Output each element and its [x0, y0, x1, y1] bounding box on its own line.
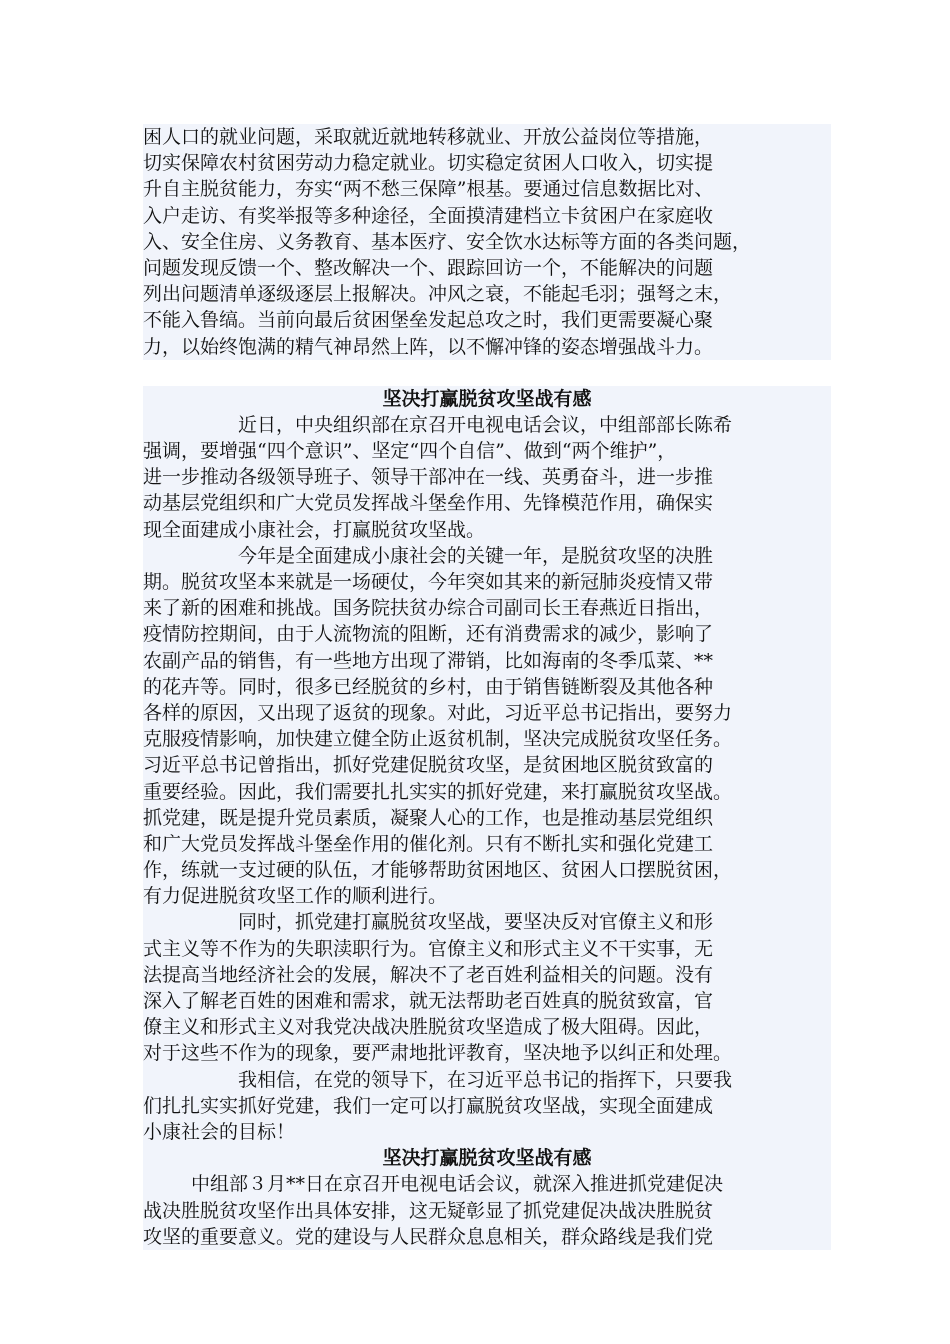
text-line: 进一步推动各级领导班子、领导干部冲在一线、英勇奋斗，进一步推 — [143, 464, 831, 490]
text-line: 僚主义和形式主义对我党决战决胜脱贫攻坚造成了极大阻碍。因此， — [143, 1014, 831, 1040]
text-line: 小康社会的目标！ — [143, 1119, 831, 1145]
text-line: 问题发现反馈一个、整改解决一个、跟踪回访一个，不能解决的问题 — [143, 255, 831, 281]
text-line: 农副产品的销售，有一些地方出现了滞销，比如海南的冬季瓜菜、** — [143, 648, 831, 674]
text-line: 中组部３月**日在京召开电视电话会议，就深入推进抓党建促决 — [143, 1171, 831, 1197]
section-title: 坚决打赢脱贫攻坚战有感 — [143, 386, 831, 412]
text-line: 式主义等不作为的失职渎职行为。官僚主义和形式主义不干实事，无 — [143, 936, 831, 962]
text-line: 动基层党组织和广大党员发挥战斗堡垒作用、先锋模范作用，确保实 — [143, 490, 831, 516]
text-line: 攻坚的重要意义。党的建设与人民群众息息相关，群众路线是我们党 — [143, 1224, 831, 1250]
text-line: 困人口的就业问题，采取就近就地转移就业、开放公益岗位等措施， — [143, 124, 831, 150]
text-line: 作，练就一支过硬的队伍，才能够帮助贫困地区、贫困人口摆脱贫困， — [143, 857, 831, 883]
text-line: 深入了解老百姓的困难和需求，就无法帮助老百姓真的脱贫致富，官 — [143, 988, 831, 1014]
section-gap — [143, 360, 831, 386]
text-line: 和广大党员发挥战斗堡垒作用的催化剂。只有不断扎实和强化党建工 — [143, 831, 831, 857]
text-line: 现全面建成小康社会，打赢脱贫攻坚战。 — [143, 517, 831, 543]
paragraph-continued — [143, 124, 831, 360]
text-line: 入、安全住房、义务教育、基本医疗、安全饮水达标等方面的各类问题， — [143, 229, 831, 255]
text-line: 习近平总书记曾指出，抓好党建促脱贫攻坚，是贫困地区脱贫致富的 — [143, 752, 831, 778]
text-line: 战决胜脱贫攻坚作出具体安排，这无疑彰显了抓党建促决战决胜脱贫 — [143, 1198, 831, 1224]
text-line: 对于这些不作为的现象，要严肃地批评教育，坚决地予以纠正和处理。 — [143, 1040, 831, 1066]
text-line: 近日，中央组织部在京召开电视电话会议，中组部部长陈希 — [143, 412, 831, 438]
text-line: 克服疫情影响，加快建立健全防止返贫机制，坚决完成脱贫攻坚任务。 — [143, 726, 831, 752]
text-line: 重要经验。因此，我们需要扎扎实实的抓好党建，来打赢脱贫攻坚战。 — [143, 779, 831, 805]
text-line: 们扎扎实实抓好党建，我们一定可以打赢脱贫攻坚战，实现全面建成 — [143, 1093, 831, 1119]
text-line: 来了新的困难和挑战。国务院扶贫办综合司副司长王春燕近日指出， — [143, 595, 831, 621]
article-section — [143, 386, 831, 1145]
text-line: 的花卉等。同时，很多已经脱贫的乡村，由于销售链断裂及其他各种 — [143, 674, 831, 700]
text-line: 今年是全面建成小康社会的关键一年，是脱贫攻坚的决胜 — [143, 543, 831, 569]
text-line: 法提高当地经济社会的发展，解决不了老百姓利益相关的问题。没有 — [143, 962, 831, 988]
text-line: 各样的原因，又出现了返贫的现象。对此，习近平总书记指出，要努力 — [143, 700, 831, 726]
document-body — [143, 124, 831, 1250]
text-line: 期。脱贫攻坚本来就是一场硬仗，今年突如其来的新冠肺炎疫情又带 — [143, 569, 831, 595]
text-line: 强调，要增强“四个意识”、坚定“四个自信”、做到“两个维护”， — [143, 438, 831, 464]
text-line: 我相信，在党的领导下，在习近平总书记的指挥下，只要我 — [143, 1067, 831, 1093]
section-title: 坚决打赢脱贫攻坚战有感 — [143, 1145, 831, 1171]
text-line: 抓党建，既是提升党员素质，凝聚人心的工作，也是推动基层党组织 — [143, 805, 831, 831]
text-line: 有力促进脱贫攻坚工作的顺利进行。 — [143, 883, 831, 909]
text-line: 疫情防控期间，由于人流物流的阻断，还有消费需求的减少，影响了 — [143, 621, 831, 647]
text-line: 升自主脱贫能力，夯实“两不愁三保障”根基。要通过信息数据比对、 — [143, 176, 831, 202]
text-line: 入户走访、有奖举报等多种途径，全面摸清建档立卡贫困户在家庭收 — [143, 203, 831, 229]
article-section — [143, 1145, 831, 1250]
text-line: 同时，抓党建打赢脱贫攻坚战，要坚决反对官僚主义和形 — [143, 909, 831, 935]
text-line: 力，以始终饱满的精气神昂然上阵，以不懈冲锋的姿态增强战斗力。 — [143, 334, 831, 360]
text-line: 切实保障农村贫困劳动力稳定就业。切实稳定贫困人口收入，切实提 — [143, 150, 831, 176]
text-line: 不能入鲁缟。当前向最后贫困堡垒发起总攻之时，我们更需要凝心聚 — [143, 307, 831, 333]
text-line: 列出问题清单逐级逐层上报解决。冲风之衰，不能起毛羽；强弩之末， — [143, 281, 831, 307]
